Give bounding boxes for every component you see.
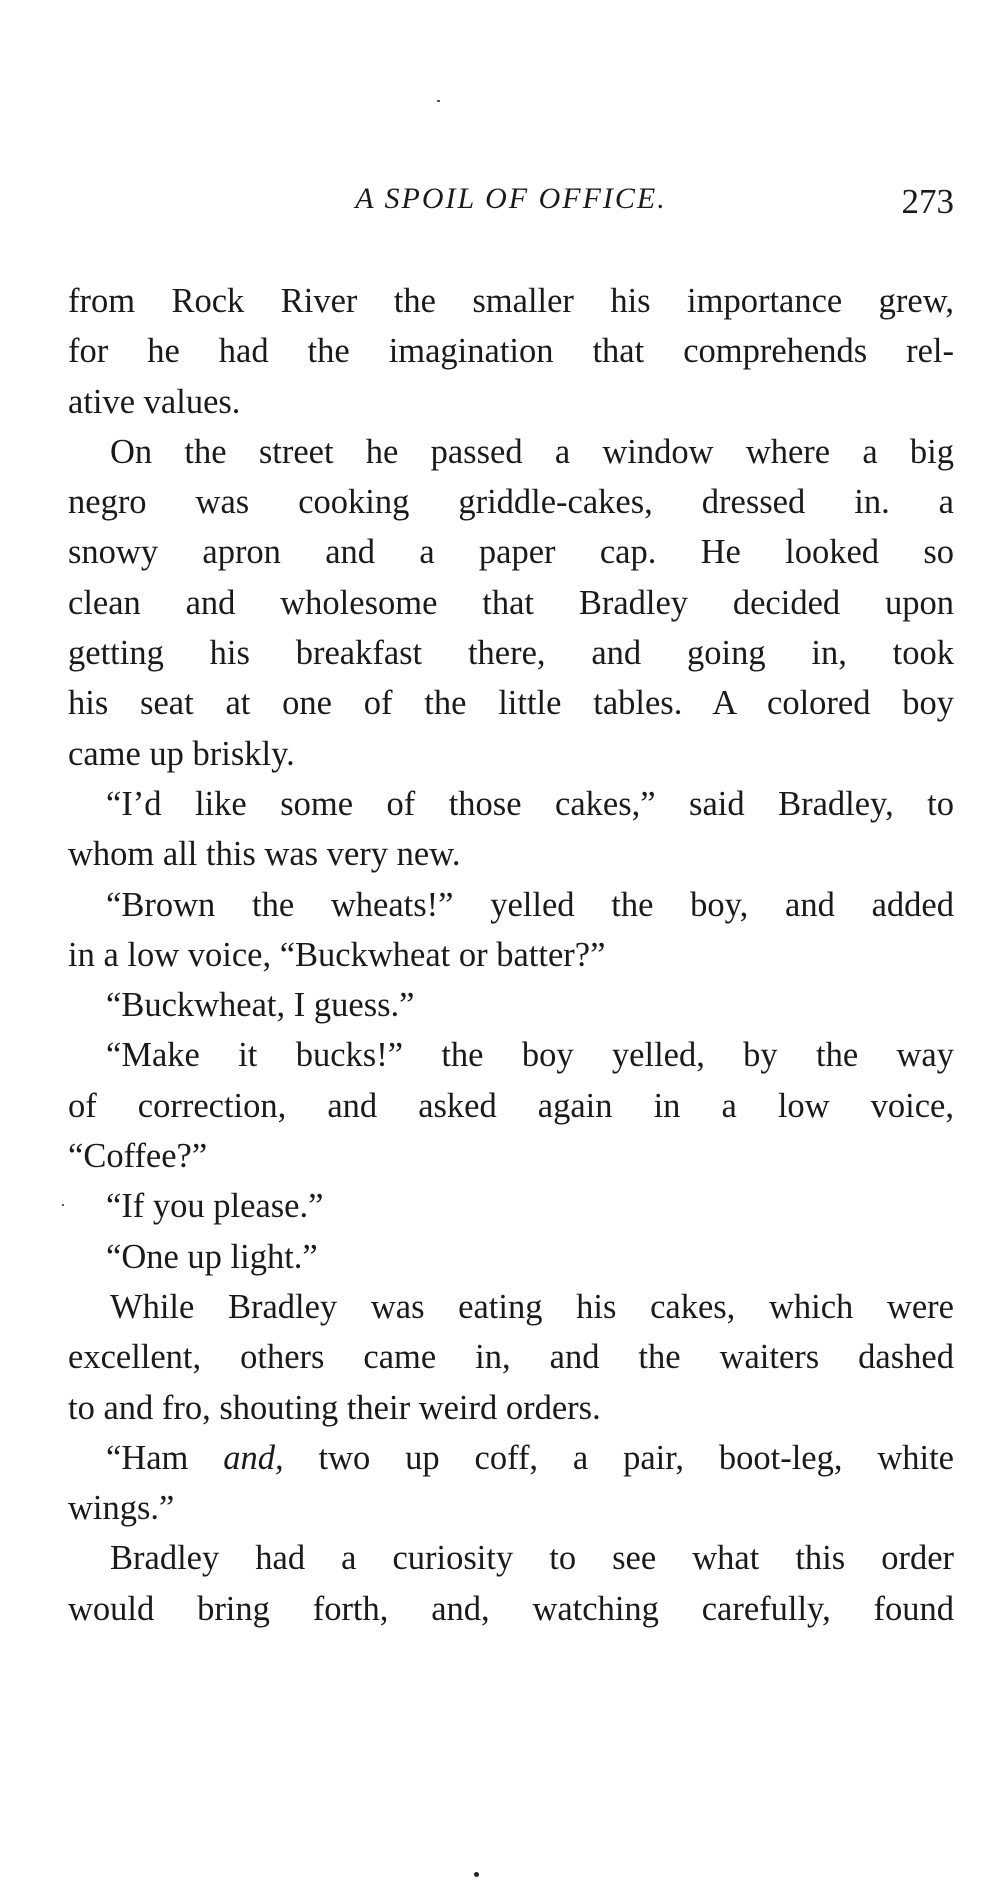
text-line: of correction, and asked again in a low voice, [68,1086,954,1125]
text-line: to and fro, shouting their weird orders. [68,1388,601,1427]
running-title: A SPOIL OF OFFICE. [355,182,667,215]
page-number: 273 [901,182,954,221]
text-line: On the street he passed a window where a big [110,432,954,471]
text-line: While Bradley was eating his cakes, which were [110,1287,954,1326]
text-line: ative values. [68,382,241,421]
ink-speck [474,1872,479,1877]
text-line: in a low voice, “Buckwheat or batter?” [68,935,606,974]
text-line: would bring forth, and, watching carefully, found [68,1589,954,1628]
text-line: “Coffee?” [68,1137,208,1176]
text-line: snowy apron and a paper cap. He looked so [68,533,954,572]
text-line: “Brown the wheats!” yelled the boy, and added [106,885,954,924]
text-line: “Make it bucks!” the boy yelled, by the way [106,1036,954,1075]
text-line: his seat at one of the little tables. A colored boy [68,684,954,723]
body-text [68,276,954,1634]
text-line: whom all this was very new. [68,835,461,874]
text-run: two up coff, a pair, boot-leg, white [283,1438,954,1477]
ink-speck [437,100,440,102]
text-line: excellent, others came in, and the waiters dashed [68,1338,954,1377]
text-line: wings.” [68,1489,175,1528]
text-line: getting his breakfast there, and going in, took [68,634,954,673]
text-line: clean and wholesome that Bradley decided upon [68,583,954,622]
text-line: “I’d like some of those cakes,” said Bradley, to [106,784,954,823]
text-line: for he had the imagination that comprehends rel- [68,332,954,371]
running-header [68,182,954,242]
italic-word: and, [223,1438,284,1477]
text-line: negro was cooking griddle-cakes, dressed in. a [68,483,954,522]
text-line: came up briskly. [68,734,295,773]
text-line: “If you please.” [106,1187,324,1226]
text-line: “Buckwheat, I guess.” [106,986,415,1025]
ink-speck [62,1204,64,1206]
text-line-emphasis [68,1433,954,1483]
text-run: “Ham [106,1438,224,1477]
text-line: from Rock River the smaller his importance grew, [68,282,954,320]
text-line: “One up light.” [106,1237,318,1276]
text-line: Bradley had a curiosity to see what this order [110,1539,954,1578]
